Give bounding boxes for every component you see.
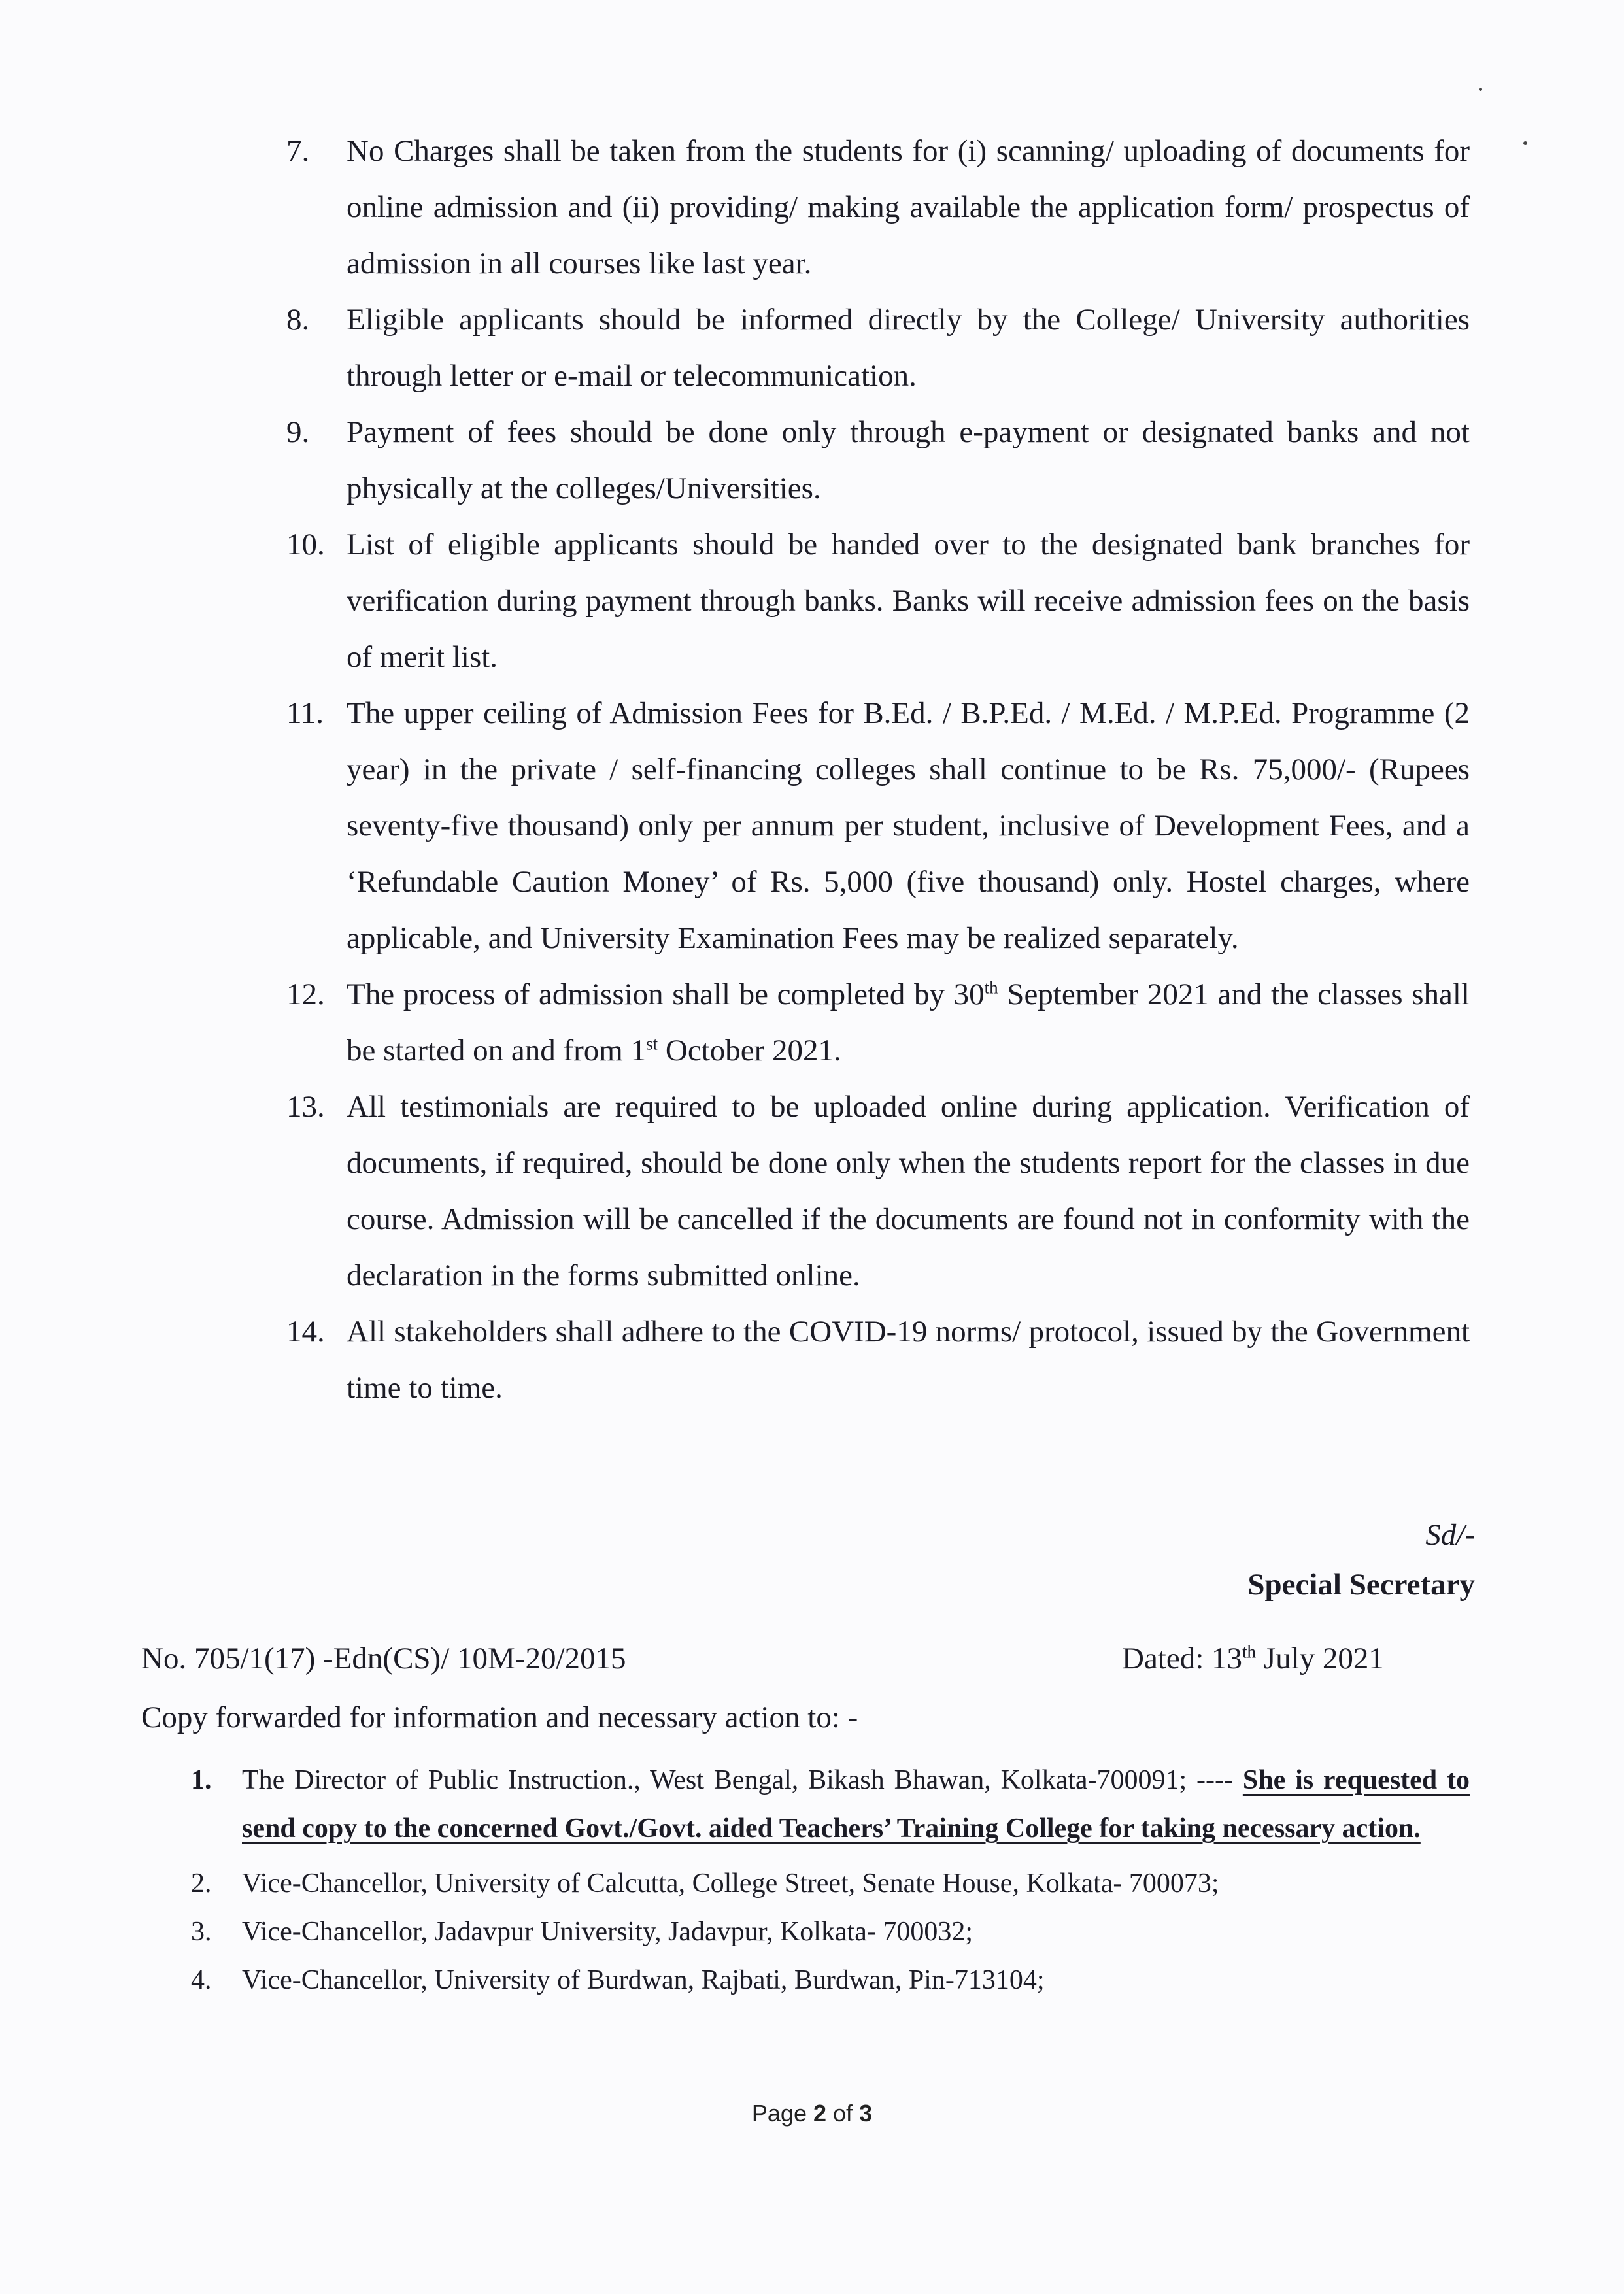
ordinal-suffix: th [1242,1642,1257,1662]
recipient-text: Vice-Chancellor, University of Calcutta, College Street, Senate House, Kolkata- 700073; [242,1868,1219,1898]
date-text: July 2021 [1256,1642,1384,1676]
current-page-number: 2 [813,2100,827,2127]
condition-number: 9. [286,415,310,449]
signatory-designation: Special Secretary [1247,1568,1475,1602]
recipient-text: The Director of Public Instruction., West Bengal, Bikash Bhawan, Kolkata-700091; ---- [242,1765,1243,1795]
scan-speck [1479,88,1482,91]
conditions-list [286,123,1470,1416]
forward-line: Copy forwarded for information and necessary action to: - [141,1700,858,1734]
condition-item-9 [286,404,1470,516]
date-text: Dated: 13 [1122,1642,1243,1676]
condition-item-7 [286,123,1470,292]
condition-number: 10. [286,528,325,562]
recipient-item [191,1756,1470,1853]
memo-date [1122,1641,1384,1676]
text-segment: The process of admission shall be completed by 30 [347,977,985,1011]
signature-block [1247,1510,1475,1610]
scan-speck [1523,141,1527,145]
condition-text: Eligible applicants should be informed directly by the College/ University authorities through letter or e-mail or telecommunication. [347,303,1470,393]
recipient-number: 4. [191,1965,212,1995]
recipient-instruction: She is requested to send copy to the concerned Govt./Govt. aided Teachers’ Training College for taking necessary action. [242,1765,1470,1844]
recipients-list [191,1756,1470,2004]
text-segment: September 2021 and the classes shall be started on and from 1 [347,977,1470,1068]
recipient-text: Vice-Chancellor, University of Burdwan, Rajbati, Burdwan, Pin-713104; [242,1965,1045,1995]
text-segment: October 2021. [658,1034,841,1068]
condition-number: 7. [286,134,310,168]
condition-number: 8. [286,303,310,337]
condition-number: 11. [286,696,324,730]
page-word: Page [751,2100,807,2127]
ordinal-suffix: st [646,1034,658,1054]
condition-text: All stakeholders shall adhere to the COVID-19 norms/ protocol, issued by the Government time to time. [347,1315,1470,1405]
condition-text: All testimonials are required to be uploaded online during application. Verification of documents, if required, should be done only when the students report for the classes in due course. Admission will be cancelled if the documents are found not in conformity with the declaration in the forms submitted online. [347,1090,1470,1292]
condition-text: List of eligible applicants should be handed over to the designated bank branches for verification during payment through banks. Banks will receive admission fees on the basis of merit list. [347,528,1470,674]
recipient-number: 3. [191,1917,212,1947]
condition-number: 12. [286,977,325,1011]
ordinal-suffix: th [984,977,998,998]
condition-text [347,966,1470,1079]
memo-number: No. 705/1(17) -Edn(CS)/ 10M-20/2015 [141,1642,626,1676]
page-footer [0,2100,1624,2127]
condition-item-12 [286,966,1470,1079]
recipient-number: 1. [191,1765,212,1795]
condition-text: No Charges shall be taken from the students for (i) scanning/ uploading of documents for online admission and (ii) providing/ making available the application form/ prospectus of admission in all courses like last year. [347,134,1470,280]
condition-text: Payment of fees should be done only through e-payment or designated banks and not physically at the colleges/Universities. [347,415,1470,505]
recipient-item [191,1859,1470,1908]
condition-item-10 [286,516,1470,685]
condition-item-8 [286,292,1470,404]
condition-item-11 [286,685,1470,966]
condition-text: The upper ceiling of Admission Fees for B.Ed. / B.P.Ed. / M.Ed. / M.P.Ed. Programme (2 year) in the private / self-financing colleges shall continue to be Rs. 75,000/- (Rupees seventy-five thousand) only per annum per student, inclusive of Development Fees, and a ‘Refundable Caution Money’ of Rs. 5,000 (five thousand) only. Hostel charges, where applicable, and University Examination Fees may be realized separately. [347,696,1470,955]
recipient-item [191,1908,1470,1956]
condition-number: 14. [286,1315,325,1349]
condition-item-13 [286,1079,1470,1304]
recipient-item [191,1956,1470,2004]
recipient-text: Vice-Chancellor, Jadavpur University, Jadavpur, Kolkata- 700032; [242,1917,973,1947]
signature-sd: Sd/- [1425,1518,1475,1552]
condition-item-14 [286,1304,1470,1416]
recipient-number: 2. [191,1868,212,1898]
total-page-number: 3 [859,2100,873,2127]
of-word: of [833,2100,853,2127]
condition-number: 13. [286,1090,325,1124]
